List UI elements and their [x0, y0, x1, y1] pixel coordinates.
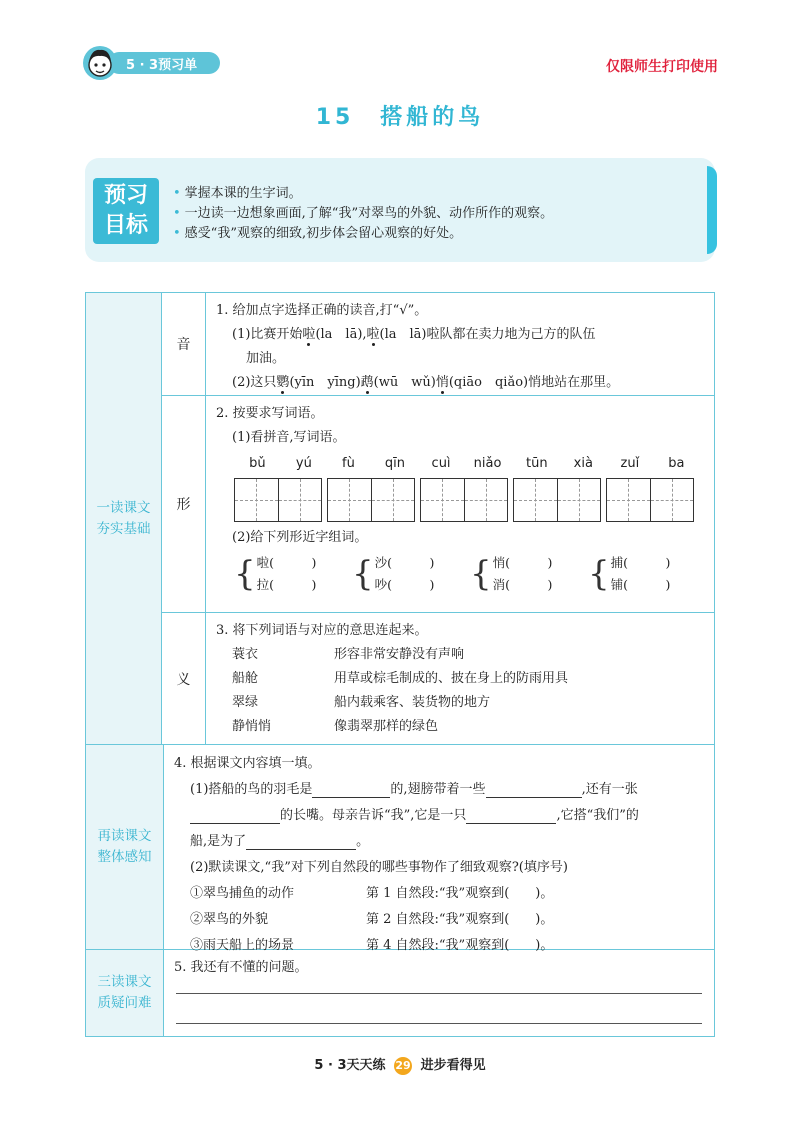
goal-item: • 一边读一边想象画面,了解“我”对翠鸟的外貌、动作所作的观察。: [173, 206, 554, 221]
pinyin-group: tūn xià: [526, 456, 593, 471]
question-2: 2. 按要求写词语。: [216, 406, 324, 421]
pinyin-group: bǔ yú: [249, 456, 312, 471]
writing-grid[interactable]: [234, 478, 322, 522]
question-4-line3: 船,是为了 。: [190, 834, 370, 849]
answer-blank[interactable]: [486, 782, 582, 798]
footer: [0, 1054, 800, 1075]
bullet-icon: •: [173, 206, 181, 221]
writing-grid-row: [214, 478, 706, 522]
sound-label: 音: [162, 293, 206, 395]
goals-edge: [707, 166, 717, 254]
char-pair: { 沙( ) 吵( ): [352, 554, 435, 594]
footer-right: 进步看得见: [420, 1058, 486, 1073]
observe-row: ③雨天船上的场景 第 4 自然段:“我”观察到( )。: [190, 938, 554, 953]
page-number: 29: [394, 1057, 412, 1075]
goal-item: • 感受“我”观察的细致,初步体会留心观察的好处。: [173, 226, 463, 241]
goals-list: [173, 184, 553, 244]
goal-item: • 掌握本课的生字词。: [173, 186, 302, 201]
exercise-table: [85, 292, 715, 1037]
pinyin-group: zuǐ ba: [620, 456, 685, 471]
goals-label-line1: 预习: [103, 183, 148, 208]
question-2-sub2: (2)给下列形近字组词。: [232, 530, 368, 545]
char-pair: { 悄( ) 消( ): [470, 554, 553, 594]
header-badge: [82, 45, 222, 81]
section-overview-label: 再读课文 整体感知: [86, 745, 164, 949]
observe-row: ①翠鸟捕鱼的动作 第 1 自然段:“我”观察到( )。: [190, 886, 554, 901]
pinyin-group: cuì niǎo: [431, 456, 502, 471]
answer-blank[interactable]: [190, 808, 280, 824]
print-note: 仅限师生打印使用: [606, 59, 718, 75]
sound-row: [162, 293, 714, 395]
writing-grid[interactable]: [327, 478, 415, 522]
page-title: 15 搭船的鸟: [315, 105, 485, 130]
match-row: 船舱 用草或棕毛制成的、披在身上的防雨用具: [232, 671, 569, 686]
section-questions-label: 三读课文 质疑问难: [86, 950, 164, 1036]
questions-cell: [164, 950, 714, 1036]
question-1-line1-cont: 加油。: [246, 351, 286, 366]
question-4-sub2: (2)默读课文,“我”对下列自然段的哪些事物作了细致观察?(填序号): [190, 860, 568, 875]
question-1: 1. 给加点字选择正确的读音,打“√”。: [216, 303, 428, 318]
char-pair: { 捕( ) 铺( ): [588, 554, 671, 594]
shape-cell: [206, 396, 714, 612]
writing-grid[interactable]: [420, 478, 508, 522]
question-5: 5. 我还有不懂的问题。: [174, 960, 308, 975]
writing-line[interactable]: [176, 994, 702, 1024]
bullet-icon: •: [173, 186, 181, 201]
meaning-row: [162, 612, 714, 744]
overview-cell: [164, 745, 714, 953]
question-4-line1: (1)搭船的鸟的羽毛是 的,翅膀带着一些 ,还有一张: [190, 782, 638, 797]
match-row: 静悄悄 像翡翠那样的绿色: [232, 719, 439, 734]
question-1-line2: (2)这只鹦(yīn yīng)鹉(wū wǔ)悄(qiāo qiǎo)悄地站在那里。: [232, 375, 620, 390]
section-basics-group: [162, 293, 714, 744]
section-basics: [86, 293, 714, 744]
footer-left: 5 · 3天天练: [314, 1058, 386, 1073]
question-3: 3. 将下列词语与对应的意思连起来。: [216, 623, 428, 638]
writing-line[interactable]: [176, 980, 702, 994]
section-overview: [86, 744, 714, 953]
question-4: 4. 根据课文内容填一填。: [174, 756, 321, 771]
answer-blank[interactable]: [312, 782, 390, 798]
char-pair: { 啦( ) 拉( ): [234, 554, 317, 594]
section-questions: [86, 949, 714, 1036]
shape-label: 形: [162, 396, 206, 612]
cartoon-face-icon: [82, 45, 118, 81]
pinyin-row: [214, 452, 706, 476]
answer-blank[interactable]: [466, 808, 556, 824]
match-row: 蓑衣 形容非常安静没有声响: [232, 647, 465, 662]
goals-label-line2: 目标: [103, 213, 148, 238]
answer-blank[interactable]: [246, 834, 356, 850]
pinyin-group: fù qīn: [342, 456, 405, 471]
meaning-label: 义: [162, 613, 206, 744]
sound-cell: [206, 293, 714, 395]
bullet-icon: •: [173, 226, 181, 241]
section-basics-label: 一读课文 夯实基础: [86, 293, 162, 744]
char-pairs: [214, 552, 706, 596]
writing-grid[interactable]: [513, 478, 601, 522]
question-2-sub1: (1)看拼音,写词语。: [232, 430, 346, 445]
question-1-line1: (1)比赛开始啦(la lā),啦(la lā)啦队都在卖力地为己方的队伍: [232, 327, 596, 342]
observe-row: ②翠鸟的外貌 第 2 自然段:“我”观察到( )。: [190, 912, 554, 927]
shape-row: [162, 395, 714, 612]
writing-grid[interactable]: [606, 478, 694, 522]
goals-label: [93, 178, 159, 244]
goals-box: [85, 158, 715, 262]
question-4-line2: 的长嘴。母亲告诉“我”,它是一只 ,它搭“我们”的: [172, 803, 706, 829]
meaning-cell: [206, 613, 714, 744]
match-row: 翠绿 船内载乘客、装货物的地方: [232, 695, 491, 710]
badge-text: 5 · 3预习单: [126, 58, 198, 73]
